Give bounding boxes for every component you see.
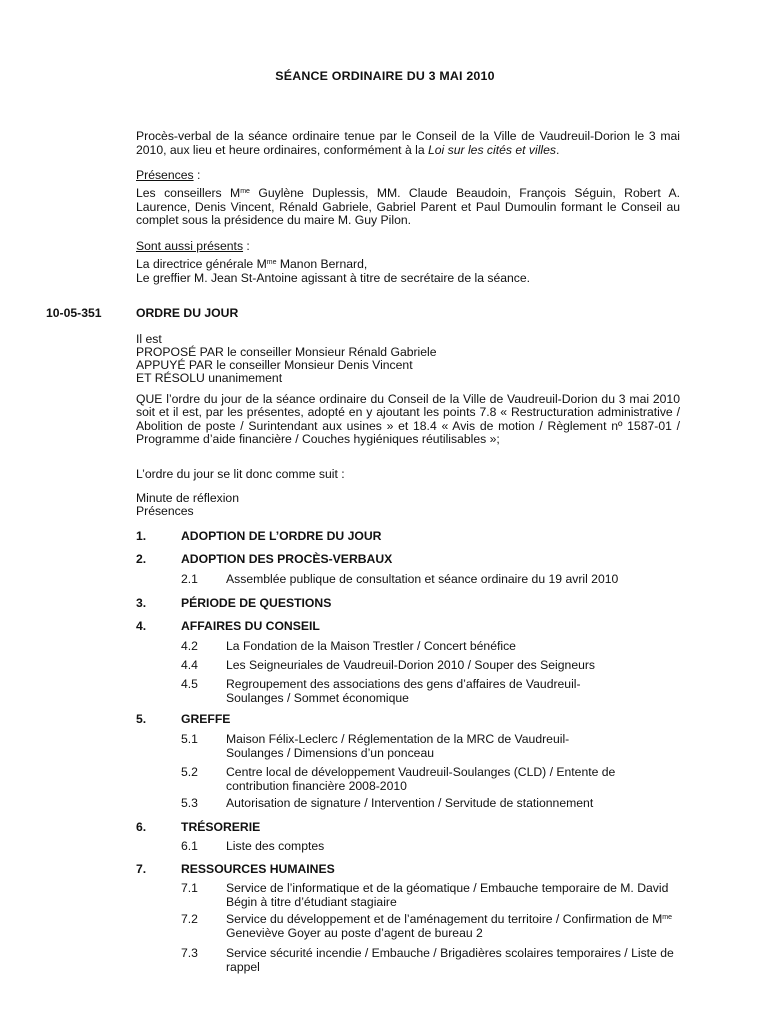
resolution-number: 10-05-351 <box>46 306 102 320</box>
item-text: Liste des comptes <box>226 839 325 853</box>
intro-law-name: Loi sur les cités et villes <box>428 142 557 157</box>
item-number: 4.2 <box>181 639 198 653</box>
section-number: 6. <box>136 820 147 834</box>
resolution-suit: L’ordre du jour se lit donc comme suit : <box>136 467 345 481</box>
intro-paragraph <box>136 130 680 157</box>
resolution-que-paragraph: QUE l’ordre du jour de la séance ordinaire du Conseil de la Ville de Vaudreuil-Dorion du 3 mai 2010 soit et il est, par les présentes, adopté en y ajoutant les points 7.8 « Restructuration administrative / Abolition de poste / Surintendant aux usines » et 18.4 « Avis de motion / Règlement nº 1587-01 / Programme d’aide financière / Couches hygiéniques réutilisables »; <box>136 392 680 446</box>
item-number: 2.1 <box>181 572 198 586</box>
section-number: 5. <box>136 712 147 726</box>
section-title: RESSOURCES HUMAINES <box>181 862 335 876</box>
aussi-line1-a: La directrice générale M <box>136 257 267 271</box>
section-title: PÉRIODE DE QUESTIONS <box>181 596 332 610</box>
item-number: 5.2 <box>181 765 198 779</box>
item-number: 5.1 <box>181 732 198 746</box>
item-text: Assemblée publique de consultation et séance ordinaire du 19 avril 2010 <box>226 572 619 586</box>
presences-text-a: Les conseillers M <box>136 186 241 200</box>
section-number: 2. <box>136 552 147 566</box>
aussi-heading-line <box>136 240 680 254</box>
aussi-heading: Sont aussi présents <box>136 239 244 253</box>
intro-text: Procès-verbal de la séance ordinaire tenue par le Conseil de la Ville de Vaudreuil-Dorion le 3 mai 2010, aux lieu et heure ordinaires, conformément à la <box>136 129 680 157</box>
presences-colon: : <box>193 168 201 182</box>
item-text: Les Seigneuriales de Vaudreuil-Dorion 2010 / Souper des Seigneurs <box>226 658 596 672</box>
section-number: 7. <box>136 862 147 876</box>
aussi-colon: : <box>243 239 250 253</box>
section-title: AFFAIRES DU CONSEIL <box>181 619 320 633</box>
aussi-line-2: Le greffier M. Jean St-Antoine agissant à titre de secrétaire de la séance. <box>136 271 531 285</box>
presences-text-b: Guylène Duplessis, MM. Claude Beaudoin, François Séguin, Robert A. Laurence, Denis Vincent, Rénald Gabriele, Gabriel Parent et Paul Dumoulin formant le Conseil au complet sous la présidence du maire M. Guy Pilon. <box>136 186 681 228</box>
item-text: Regroupement des associations des gens d’affaires de Vaudreuil-Soulanges / Sommet économique <box>226 677 581 705</box>
aussi-line1-b: Manon Bernard, <box>276 257 368 271</box>
item-text: Service sécurité incendie / Embauche / Brigadières scolaires temporaires / Liste de rappel <box>226 946 674 974</box>
resolution-minute: Minute de réflexion <box>136 491 239 505</box>
resolution-heading: ORDRE DU JOUR <box>136 306 239 320</box>
item-text-b: Geneviève Goyer au poste d’agent de bureau 2 <box>226 925 483 940</box>
item-text: Centre local de développement Vaudreuil-Soulanges (CLD) / Entente de contribution financière 2008-2010 <box>226 765 616 793</box>
section-title: GREFFE <box>181 712 231 726</box>
section-title: TRÉSORERIE <box>181 820 261 834</box>
resolution-presences: Présences <box>136 504 194 518</box>
resolution-line-4: ET RÉSOLU unanimement <box>136 371 283 385</box>
intro-end: . <box>556 142 560 157</box>
item-text: Maison Félix-Leclerc / Réglementation de la MRC de Vaudreuil-Soulanges / Dimensions d’un ponceau <box>226 732 570 760</box>
item-number: 7.3 <box>181 946 198 960</box>
presences-heading: Présences <box>136 168 194 182</box>
aussi-line-1 <box>136 258 680 272</box>
presences-heading-line <box>136 169 680 183</box>
section-number: 1. <box>136 529 147 543</box>
item-number: 5.3 <box>181 796 198 810</box>
resolution-line-2: PROPOSÉ PAR le conseiller Monsieur Rénald Gabriele <box>136 345 437 359</box>
presences-paragraph <box>136 187 680 228</box>
item-sup: me <box>662 914 673 921</box>
resolution-line-1: Il est <box>136 332 162 346</box>
resolution-line-3: APPUYÉ PAR le conseiller Monsieur Denis Vincent <box>136 358 413 372</box>
item-text: Autorisation de signature / Intervention / Servitude de stationnement <box>226 796 594 810</box>
item-text-a: Service du développement et de l’aménagement du territoire / Confirmation de M <box>226 912 663 926</box>
aussi-line1-sup: me <box>266 259 277 266</box>
presences-sup: me <box>240 188 250 195</box>
item-text: La Fondation de la Maison Trestler / Concert bénéfice <box>226 639 516 653</box>
item-text: Service de l’informatique et de la géomatique / Embauche temporaire de M. David Bégin à titre d’étudiant stagiaire <box>226 881 669 909</box>
item-number: 7.2 <box>181 912 198 926</box>
item-number: 6.1 <box>181 839 198 853</box>
section-number: 3. <box>136 596 147 610</box>
section-title: ADOPTION DE L’ORDRE DU JOUR <box>181 529 382 543</box>
item-number: 4.4 <box>181 658 198 672</box>
section-title: ADOPTION DES PROCÈS-VERBAUX <box>181 552 393 566</box>
item-text <box>226 913 682 940</box>
item-number: 7.1 <box>181 881 198 895</box>
section-number: 4. <box>136 619 147 633</box>
item-number: 4.5 <box>181 677 198 691</box>
page-title: SÉANCE ORDINAIRE DU 3 MAI 2010 <box>275 69 495 83</box>
